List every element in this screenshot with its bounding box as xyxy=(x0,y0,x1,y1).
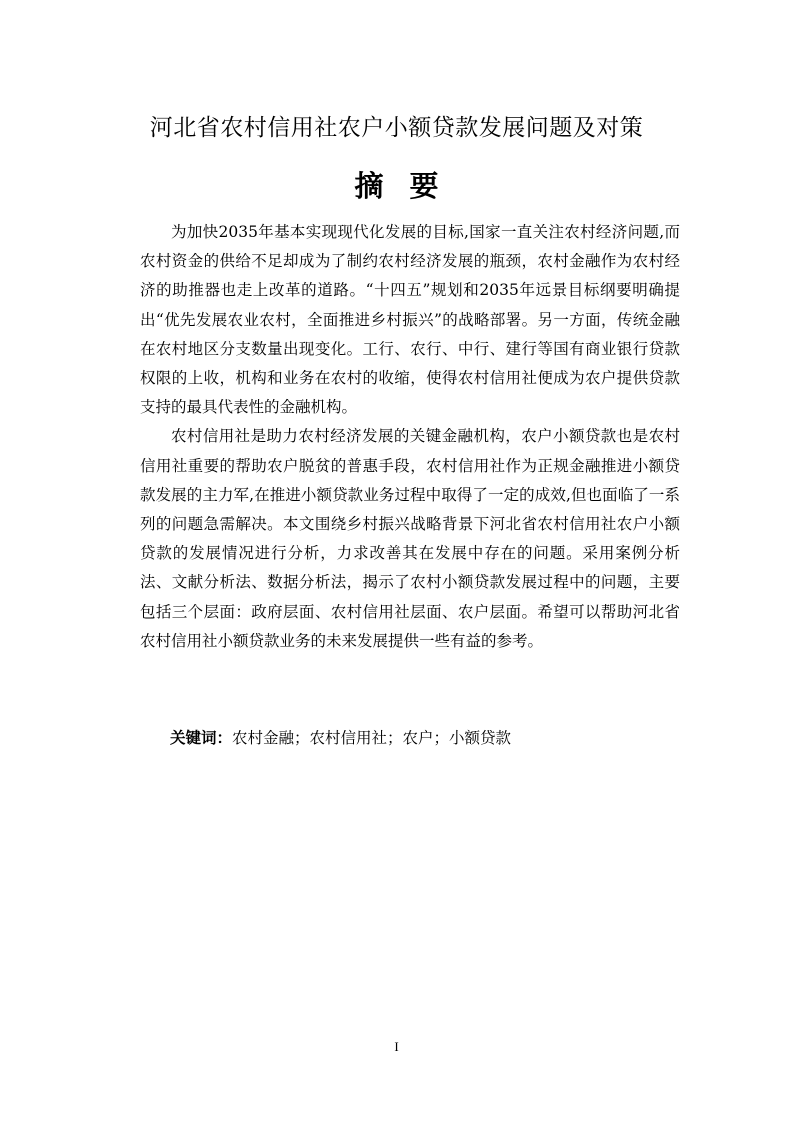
abstract-heading: 摘要 xyxy=(354,169,465,203)
keywords-value: 农村金融；农村信用社；农户；小额贷款 xyxy=(232,729,512,747)
document-title: 河北省农村信用社农户小额贷款发展问题及对策 xyxy=(149,115,644,141)
abstract-paragraph-1: 为加快2035年基本实现现代化发展的目标,国家一直关注农村经济问题,而农村资金的供给不足却成为了制约农村经济发展的瓶颈，农村金融作为农村经济的助推器也走上改革的道路。“十四五”规划和2035年远景目标纲要明确提出“优先发展农业农村，全面推进乡村振兴”的战略部署。另一方面，传统金融在农村地区分支数量出现变化。工行、农行、中行、建行等国有商业银行贷款权限的上收，机构和业务在农村的收缩，使得农村信用社便成为农户提供贷款支持的最具代表性的金融机构。 xyxy=(140,223,680,417)
abstract-body xyxy=(140,218,680,656)
keywords-line xyxy=(170,724,511,752)
page-number: I xyxy=(394,1039,399,1054)
abstract-paragraph-2: 农村信用社是助力农村经济发展的关键金融机构，农户小额贷款也是农村信用社重要的帮助农户脱贫的普惠手段，农村信用社作为正规金融推进小额贷款发展的主力军,在推进小额贷款业务过程中取得了一定的成效,但也面临了一系列的问题急需解决。本文围绕乡村振兴战略背景下河北省农村信用社农户小额贷款的发展情况进行分析，力求改善其在发展中存在的问题。采用案例分析法、文献分析法、数据分析法，揭示了农村小额贷款发展过程中的问题，主要包括三个层面：政府层面、农村信用社层面、农户层面。希望可以帮助河北省农村信用社小额贷款业务的未来发展提供一些有益的参考。 xyxy=(140,427,680,650)
keywords-label: 关键词： xyxy=(170,729,233,747)
